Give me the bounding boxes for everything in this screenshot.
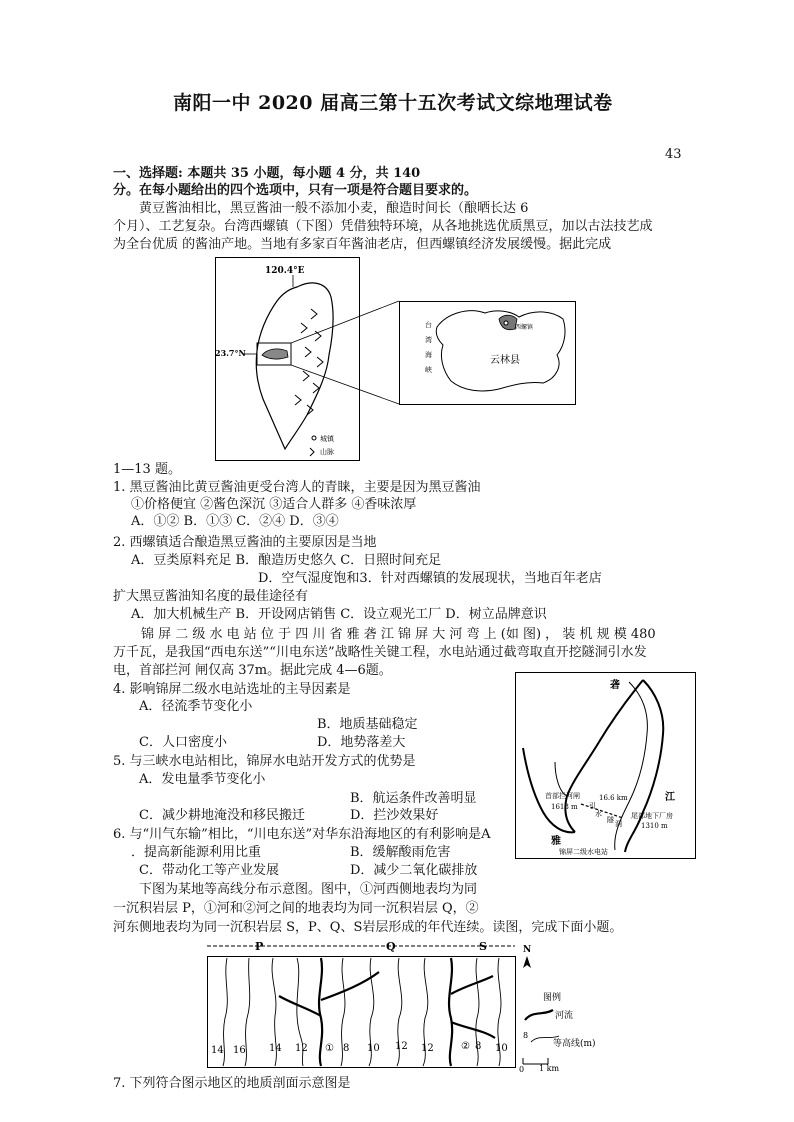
section-heading-line2: 分。在每小题给出的四个选项中，只有一项是符合题目要求的。 (113, 183, 478, 198)
svg-text:尾部地下厂房: 尾部地下厂房 (631, 812, 673, 820)
longitude-label: 120.4°E (265, 266, 305, 276)
q6-option-a: ．提高新能源利用比重 (131, 845, 262, 860)
q3-options: A．加大机械生产 B．开设网店销售 C．设立观光工厂 D．树立品牌意识 (131, 607, 547, 622)
svg-text:8: 8 (475, 1041, 482, 1052)
passage3-line3: 河东侧地表均为同一沉积岩层 S，P、Q、S岩层形成的年代连续。读图，完成下面小题。 (113, 920, 623, 935)
q6-stem: 6. 与“川气东输”相比，“川电东送”对华东沿海地区的有利影响是A (113, 827, 491, 842)
svg-text:8: 8 (343, 1043, 350, 1054)
q4-option-c: C．人口密度小 (139, 735, 227, 750)
q6-option-d: D．减少二氧化碳排放 (350, 863, 478, 878)
svg-text:1 km: 1 km (539, 1064, 560, 1073)
q5-option-a: A．发电量季节变化小 (139, 772, 266, 787)
legend-mountain: 山脉 (320, 448, 334, 456)
q2-stem: 2. 西螺镇适合酿造黑豆酱油的主要原因是当地 (113, 535, 377, 550)
q2-options-line1: A．豆类原料充足 B．酿造历史悠久 C．日照时间充足 (131, 553, 442, 568)
q1-answers: A．①② B．①③ C．②④ D．③④ (131, 514, 339, 529)
q5-option-d: D．拦沙效果好 (350, 808, 439, 823)
svg-text:8: 8 (523, 1031, 529, 1040)
jinping-map (515, 672, 697, 860)
q5-stem: 5. 与三峡水电站相比，锦屏水电站开发方式的优势是 (113, 754, 416, 769)
q4-option-d: D．地势落差大 (317, 735, 406, 750)
q6-option-c: C．带动化工等产业发展 (139, 863, 279, 878)
svg-text:12: 12 (295, 1043, 308, 1054)
svg-text:N: N (523, 945, 532, 955)
svg-text:14: 14 (269, 1043, 282, 1054)
svg-text:14: 14 (211, 1045, 224, 1056)
q4-option-b: B．地质基础稳定 (317, 717, 418, 732)
q6-option-b: B．缓解酸雨危害 (350, 845, 451, 860)
passage1-line3: 为全台优质 的酱油产地。当地有多家百年酱油老店，但西螺镇经济发展缓慢。据此完成 (113, 237, 612, 252)
latitude-label: 23.7°N (215, 348, 246, 358)
svg-text:图例: 图例 (543, 993, 562, 1003)
passage3-line2: 一沉积岩层 P，①河和②河之间的地表均为同一沉积岩层 Q，② (113, 901, 479, 916)
svg-text:锦屏二级水电站: 锦屏二级水电站 (559, 848, 608, 856)
taiwan-map (215, 257, 580, 462)
xiluo-label: 西螺镇 (515, 324, 534, 331)
svg-text:①: ① (325, 1043, 334, 1054)
q2-options-line2: D．空气湿度饱和3．针对西螺镇的发展现状，当地百年老店 (258, 571, 602, 586)
q1-options: ①价格便宜 ②酱色深沉 ③适合人群多 ④香味浓厚 (131, 497, 417, 512)
svg-text:引: 引 (589, 802, 596, 810)
q4-stem: 4. 影响锦屏二级水电站选址的主导因素是 (113, 682, 351, 697)
page-number: 43 (665, 147, 682, 162)
svg-text:水: 水 (595, 810, 602, 818)
legend-town: 城镇 (320, 435, 334, 443)
svg-text:10: 10 (367, 1043, 380, 1054)
passage2-line2: 万千瓦，是我国“西电东送”“川电东送”战略性关键工程，水电站通过截弯取直开挖隧洞引水发 (113, 645, 647, 660)
svg-text:1310 m: 1310 m (641, 822, 668, 830)
passage1-line2: 个月）、工艺复杂。台湾西螺镇（下图）凭借独特环境，从各地挑选优质黑豆，加以古法技艺成 (113, 219, 653, 234)
passage3-line1: 下图为某地等高线分布示意图。图中，①河西侧地表均为同 (139, 882, 478, 897)
svg-text:台: 台 (425, 321, 432, 329)
q4-option-a: A．径流季节变化小 (139, 699, 253, 714)
yunlin-label: 云林县 (490, 355, 520, 366)
passage1-line1: 黄豆酱油相比，黑豆酱油一般不添加小麦，酿造时间长（酿晒长达 6 (139, 201, 529, 216)
svg-text:Q: Q (386, 940, 396, 953)
svg-text:0: 0 (519, 1065, 525, 1074)
svg-text:16: 16 (233, 1045, 246, 1056)
svg-text:②: ② (461, 1041, 470, 1052)
jinping-map-frame (516, 673, 696, 859)
svg-text:河流: 河流 (555, 1011, 574, 1021)
svg-text:雅: 雅 (551, 836, 561, 847)
contour-map (203, 938, 596, 1074)
svg-text:首部拦河闸: 首部拦河闸 (545, 792, 580, 800)
passage2-line1: 锦 屏 二 级 水 电 站 位 于 四 川 省 雅 砻 江 锦 屏 大 河 弯 上 (如 图) ， 装 机 规 模 480 (141, 627, 656, 642)
q5-option-b: B．航运条件改善明显 (350, 791, 477, 806)
svg-text:12: 12 (395, 1041, 408, 1052)
section-heading-line1: 一、选择题: 本题共 35 小题，每小题 4 分，共 140 (113, 166, 421, 181)
page-title: 南阳一中 2020 届高三第十五次考试文综地理试卷 (173, 92, 613, 114)
svg-text:砻: 砻 (610, 680, 620, 691)
svg-text:江: 江 (665, 792, 675, 803)
svg-text:洞: 洞 (615, 820, 622, 828)
passage2-line3: 电，首部拦河 闸仅高 37m。据此完成 4—6题。 (113, 663, 392, 678)
svg-text:海: 海 (425, 351, 432, 359)
svg-text:12: 12 (421, 1043, 434, 1054)
svg-text:等高线(m): 等高线(m) (553, 1039, 596, 1049)
svg-text:湾: 湾 (425, 336, 432, 344)
svg-text:P: P (255, 940, 264, 953)
q1-stem: 1. 黑豆酱油比黄豆酱油更受台湾人的青睐，主要是因为黑豆酱油 (113, 480, 481, 495)
svg-text:S: S (479, 940, 487, 953)
svg-text:1618 m: 1618 m (551, 803, 578, 811)
svg-text:10: 10 (495, 1043, 508, 1054)
passage1-line4: 1—13 题。 (113, 462, 181, 477)
svg-text:16.6 km: 16.6 km (599, 794, 628, 802)
svg-text:峡: 峡 (425, 366, 432, 374)
q7-stem: 7. 下列符合图示地区的地质剖面示意图是 (113, 1076, 351, 1091)
q5-option-c: C．减少耕地淹没和移民搬迁 (139, 808, 305, 823)
q3-stem: 扩大黑豆酱油知名度的最佳途径有 (113, 589, 309, 604)
svg-text:隧: 隧 (607, 816, 614, 824)
